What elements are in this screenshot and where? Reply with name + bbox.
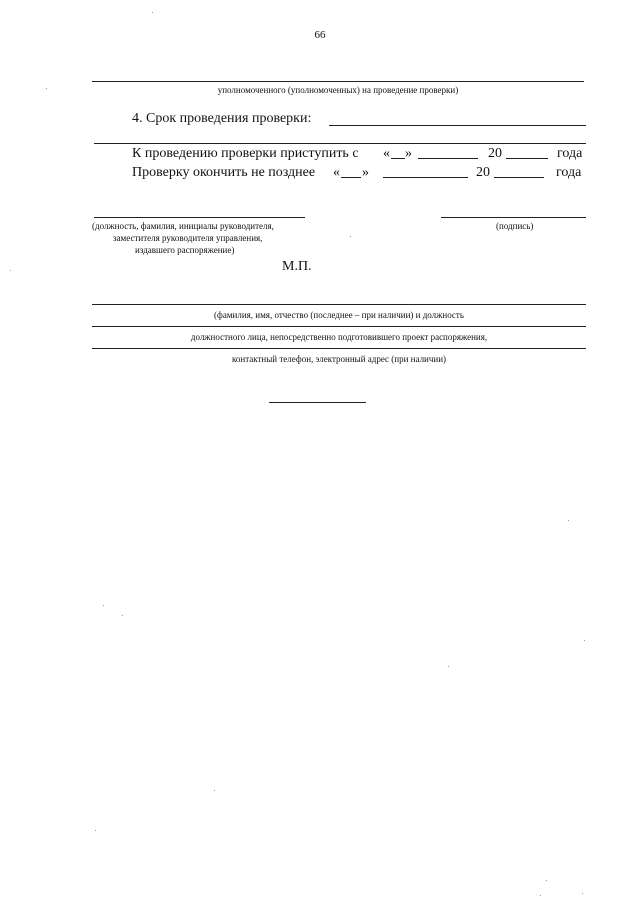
official-caption-3: контактный телефон, электронный адрес (при наличии) — [231, 354, 447, 364]
closing-separator — [269, 402, 366, 403]
signature-caption: (подпись) — [496, 221, 534, 231]
start-month-line[interactable] — [418, 158, 478, 159]
authorized-line — [92, 81, 584, 82]
stamp-mark: М.П. — [282, 259, 312, 274]
scan-speck — [46, 88, 47, 89]
position-caption-1: (должность, фамилия, инициалы руководителя, — [92, 221, 274, 231]
end-quote-close: » — [362, 165, 369, 180]
authorized-caption: уполномоченного (уполномоченных) на проведение проверки) — [217, 85, 459, 95]
scan-speck — [95, 830, 96, 831]
end-day-line[interactable] — [341, 177, 361, 178]
end-quote-open: « — [333, 165, 340, 180]
end-month-line[interactable] — [383, 177, 468, 178]
official-name-line[interactable] — [92, 304, 586, 305]
scan-speck — [350, 236, 351, 237]
end-year-line[interactable] — [494, 177, 544, 178]
scan-speck — [568, 520, 569, 521]
scan-speck — [10, 270, 11, 271]
position-caption-3: издавшего распоряжение) — [135, 245, 235, 255]
scan-speck — [582, 893, 583, 894]
official-caption-2: должностного лица, непосредственно подготовившего проект распоряжения, — [190, 332, 488, 342]
start-quote-close: » — [405, 146, 412, 161]
scan-speck — [546, 880, 547, 881]
position-caption-2: заместителя руководителя управления, — [113, 233, 263, 243]
official-contact-line[interactable] — [92, 348, 586, 349]
start-year-word: года — [557, 146, 583, 161]
scan-speck — [540, 895, 541, 896]
position-line[interactable] — [94, 217, 305, 218]
signature-line[interactable] — [441, 217, 586, 218]
page-number: 66 — [314, 29, 326, 41]
scan-speck — [103, 605, 104, 606]
end-year-word: года — [556, 165, 582, 180]
start-year-prefix: 20 — [488, 146, 502, 161]
start-quote-open: « — [383, 146, 390, 161]
official-caption-1: (фамилия, имя, отчество (последнее – при наличии) и должность — [214, 310, 464, 320]
section4-second-line[interactable] — [94, 143, 586, 144]
scan-speck — [214, 790, 215, 791]
scan-speck — [448, 666, 449, 667]
start-date-text: К проведению проверки приступить с — [132, 146, 359, 161]
scan-speck — [584, 640, 585, 641]
section4-label: 4. Срок проведения проверки: — [132, 111, 312, 126]
start-year-line[interactable] — [506, 158, 548, 159]
end-year-prefix: 20 — [476, 165, 490, 180]
end-date-text: Проверку окончить не позднее — [132, 165, 316, 180]
scan-speck — [122, 615, 123, 616]
section4-line[interactable] — [329, 125, 586, 126]
scan-speck — [152, 12, 153, 13]
start-day-line[interactable] — [391, 158, 405, 159]
official-position-line[interactable] — [92, 326, 586, 327]
